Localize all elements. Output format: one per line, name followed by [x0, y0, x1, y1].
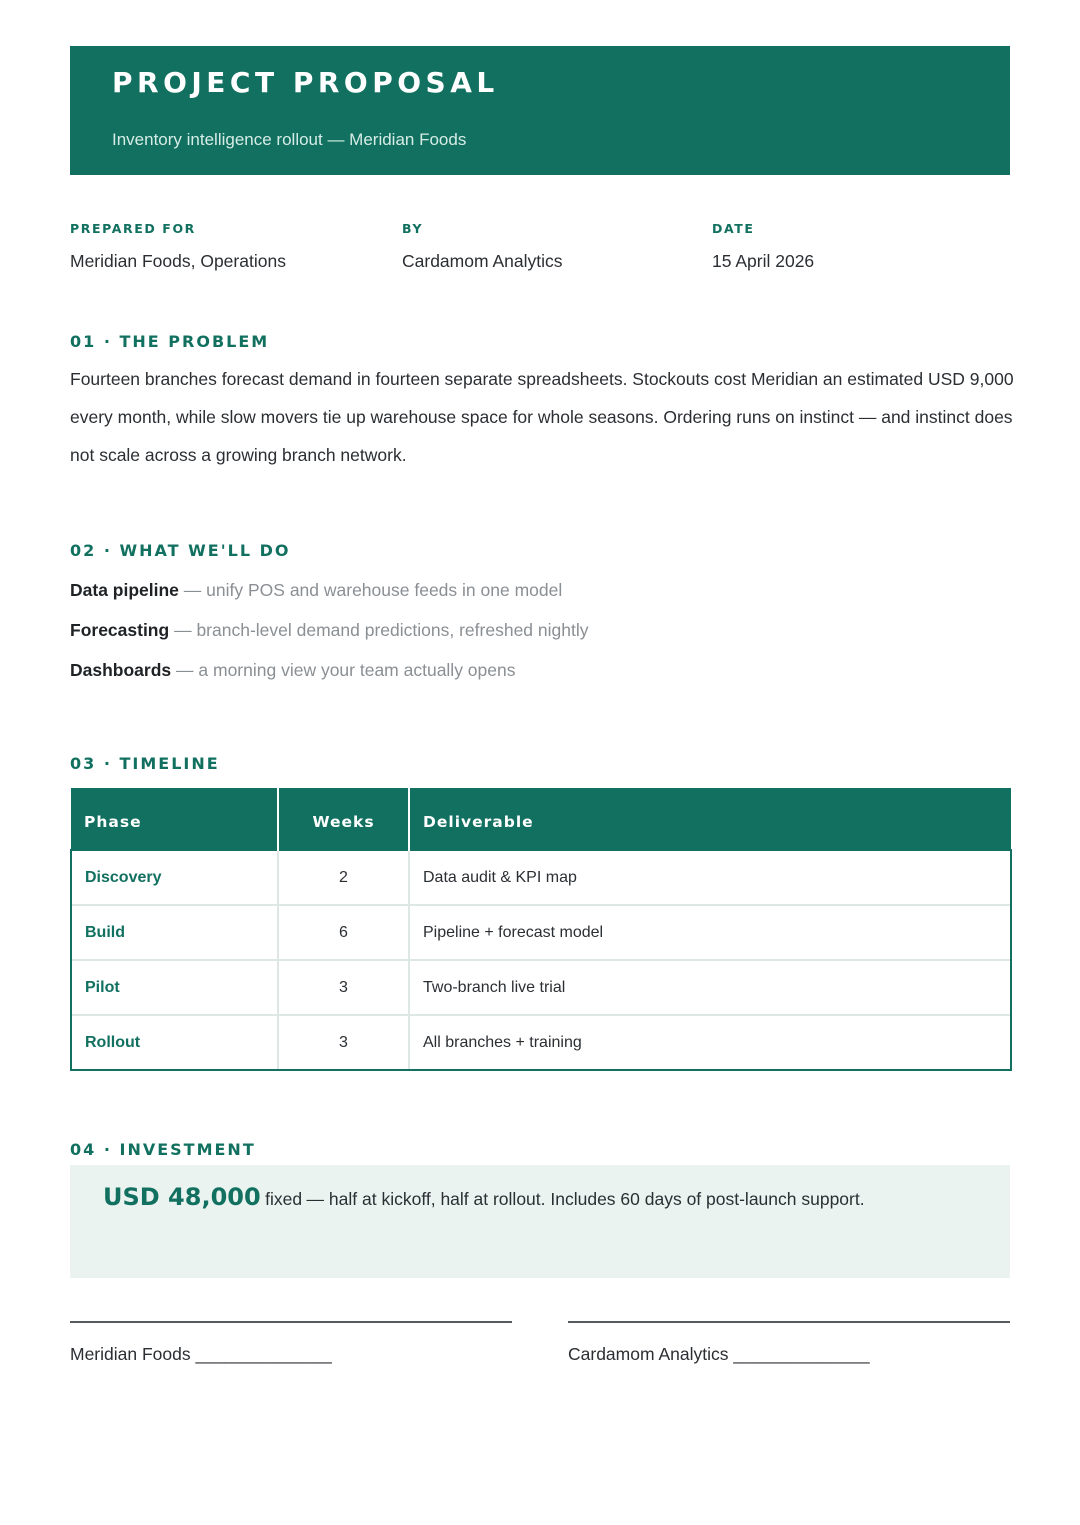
meta-prepared-for	[70, 221, 286, 272]
offer-separator: —	[176, 660, 194, 680]
header-banner	[70, 46, 1010, 175]
prepared-for-label: PREPARED FOR	[70, 221, 196, 236]
signature-label-left: Meridian Foods ______________	[70, 1344, 332, 1364]
offer-list	[70, 574, 588, 694]
signature-line-right	[568, 1321, 1010, 1323]
weeks-cell: 2	[278, 850, 409, 905]
deliverable-cell: Data audit & KPI map	[409, 850, 1011, 905]
signature-line-left	[70, 1321, 512, 1323]
offer-item-desc: unify POS and warehouse feeds in one model	[206, 580, 563, 600]
offer-item-desc: a morning view your team actually opens	[198, 660, 516, 680]
table-row	[71, 850, 1011, 905]
table-row	[71, 960, 1011, 1015]
investment-terms: — half at kickoff, half at rollout. Includes 60 days of post-launch support.	[306, 1189, 865, 1209]
offer-item	[70, 614, 588, 654]
deliverable-cell: Two-branch live trial	[409, 960, 1011, 1015]
weeks-cell: 3	[278, 1015, 409, 1070]
phase-cell: Discovery	[71, 850, 278, 905]
investment-box	[70, 1165, 1010, 1278]
offer-item	[70, 574, 588, 614]
meta-by	[402, 221, 562, 272]
weeks-cell: 6	[278, 905, 409, 960]
offer-item-desc: branch-level demand predictions, refreshed nightly	[196, 620, 589, 640]
offer-heading: 02 · WHAT WE'LL DO	[70, 541, 291, 560]
deliverable-cell: All branches + training	[409, 1015, 1011, 1070]
date-label: DATE	[712, 221, 755, 236]
table-row	[71, 1015, 1011, 1070]
offer-separator: —	[183, 580, 202, 600]
problem-heading: 01 · THE PROBLEM	[70, 332, 270, 351]
table-row	[71, 905, 1011, 960]
page-title: PROJECT PROPOSAL	[112, 66, 499, 99]
phase-cell: Pilot	[71, 960, 278, 1015]
column-header-deliverable: Deliverable	[409, 788, 1011, 850]
offer-separator: —	[174, 620, 192, 640]
meta-date	[712, 221, 814, 272]
date-value: 15 April 2026	[712, 251, 815, 271]
signature-label-right: Cardamom Analytics ______________	[568, 1344, 870, 1364]
offer-item-name: Forecasting	[70, 620, 170, 640]
investment-line	[103, 1183, 865, 1211]
by-value: Cardamom Analytics	[402, 251, 563, 271]
investment-heading: 04 · INVESTMENT	[70, 1140, 256, 1159]
phase-cell: Build	[71, 905, 278, 960]
page-subtitle: Inventory intelligence rollout — Meridian Foods	[112, 130, 467, 149]
column-header-weeks: Weeks	[278, 788, 409, 850]
offer-item	[70, 654, 588, 694]
weeks-cell: 3	[278, 960, 409, 1015]
phase-cell: Rollout	[71, 1015, 278, 1070]
offer-item-name: Dashboards	[70, 660, 172, 680]
deliverable-cell: Pipeline + forecast model	[409, 905, 1011, 960]
column-header-phase: Phase	[71, 788, 278, 850]
investment-amount: USD 48,000	[103, 1183, 261, 1211]
by-label: BY	[402, 221, 424, 236]
prepared-for-value: Meridian Foods, Operations	[70, 251, 286, 271]
problem-body: Fourteen branches forecast demand in fourteen separate spreadsheets. Stockouts cost Meridian an estimated USD 9,000 every month, while slow movers tie up warehouse space for whole seasons. Ordering runs on instinct — and instinct does not scale across a growing branch network.	[70, 369, 1014, 465]
table-header-row	[71, 788, 1011, 850]
timeline-table	[70, 788, 1012, 1071]
offer-item-name: Data pipeline	[70, 580, 179, 600]
timeline-heading: 03 · TIMELINE	[70, 754, 220, 773]
investment-fixed-label: fixed	[265, 1189, 303, 1209]
